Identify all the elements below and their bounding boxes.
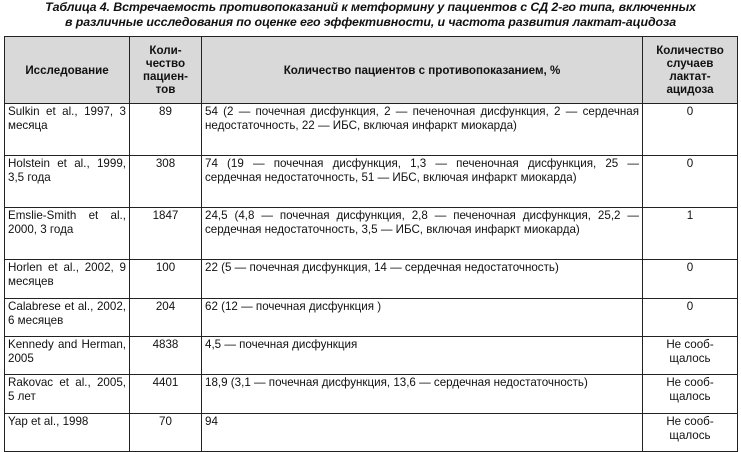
metformin-contraindications-table (4, 36, 738, 452)
table-row (5, 156, 738, 208)
header-lactic-acidosis: Количество случаев лактат- ацидоза (643, 37, 738, 104)
study-cell: Calabrese et al., 2002, 6 месяцев (5, 299, 130, 337)
table-row (5, 299, 738, 337)
contraindications-cell: 74 (19 — почечная дисфункция, 1,3 — печеночная дисфункция, 25 — сердечная недостаточность, 51 — ИБС, включая инфаркт миокарда) (202, 156, 643, 208)
table-header-row (5, 37, 738, 104)
lactic-acidosis-cell: 0 (643, 156, 738, 208)
patients-count-cell: 308 (130, 156, 202, 208)
study-cell: Rakovac et al., 2005, 5 лет (5, 375, 130, 414)
contraindications-cell: 4,5 — почечная дисфункция (202, 337, 643, 375)
study-cell: Holstein et al., 1999, 3,5 года (5, 156, 130, 208)
patients-count-cell: 204 (130, 299, 202, 337)
lactic-acidosis-cell: Не сооб- щалось (643, 375, 738, 414)
study-cell: Yap et al., 1998 (5, 414, 130, 452)
patients-count-cell: 100 (130, 260, 202, 299)
header-patients: Коли- чество пациен- тов (130, 37, 202, 104)
patients-count-cell: 70 (130, 414, 202, 452)
table-row (5, 375, 738, 414)
lactic-acidosis-cell: 0 (643, 260, 738, 299)
header-study: Исследование (5, 37, 130, 104)
table-caption (4, 0, 737, 30)
caption-line-2: в различные исследования по оценке его эффективности, и частота развития лактат-ацидоза (65, 15, 676, 29)
contraindications-cell: 94 (202, 414, 643, 452)
table-row (5, 104, 738, 156)
caption-line-1: Таблица 4. Встречаемость противопоказаний к метформину у пациентов с СД 2-го типа, включенных (45, 0, 696, 14)
study-cell: Sulkin et al., 1997, 3 месяца (5, 104, 130, 156)
header-contraindications: Количество пациентов с противопоказанием, % (202, 37, 643, 104)
lactic-acidosis-cell: 0 (643, 299, 738, 337)
patients-count-cell: 89 (130, 104, 202, 156)
study-cell: Emslie-Smith et al., 2000, 3 года (5, 208, 130, 260)
contraindications-cell: 18,9 (3,1 — почечная дисфункция, 13,6 — сердечная недостаточность) (202, 375, 643, 414)
lactic-acidosis-cell: 1 (643, 208, 738, 260)
lactic-acidosis-cell: 0 (643, 104, 738, 156)
table-body (5, 104, 738, 452)
table-row (5, 414, 738, 452)
contraindications-cell: 24,5 (4,8 — почечная дисфункция, 2,8 — печеночная дисфункция, 25,2 — сердечная недостаточность, 3,5 — ИБС, включая инфаркт миокарда) (202, 208, 643, 260)
lactic-acidosis-cell: Не сооб- щалось (643, 337, 738, 375)
contraindications-cell: 22 (5 — почечная дисфункция, 14 — сердечная недостаточность) (202, 260, 643, 299)
patients-count-cell: 4838 (130, 337, 202, 375)
table-row (5, 337, 738, 375)
patients-count-cell: 1847 (130, 208, 202, 260)
contraindications-cell: 54 (2 — почечная дисфункция, 2 — печеночная дисфункция, 2 — сердечная недостаточность, 22 — ИБС, включая инфаркт миокарда) (202, 104, 643, 156)
patients-count-cell: 4401 (130, 375, 202, 414)
study-cell: Horlen et al., 2002, 9 месяцев (5, 260, 130, 299)
lactic-acidosis-cell: Не сооб- щалось (643, 414, 738, 452)
study-cell: Kennedy and Herman, 2005 (5, 337, 130, 375)
table-row (5, 208, 738, 260)
contraindications-cell: 62 (12 — почечная дисфункция ) (202, 299, 643, 337)
table-row (5, 260, 738, 299)
